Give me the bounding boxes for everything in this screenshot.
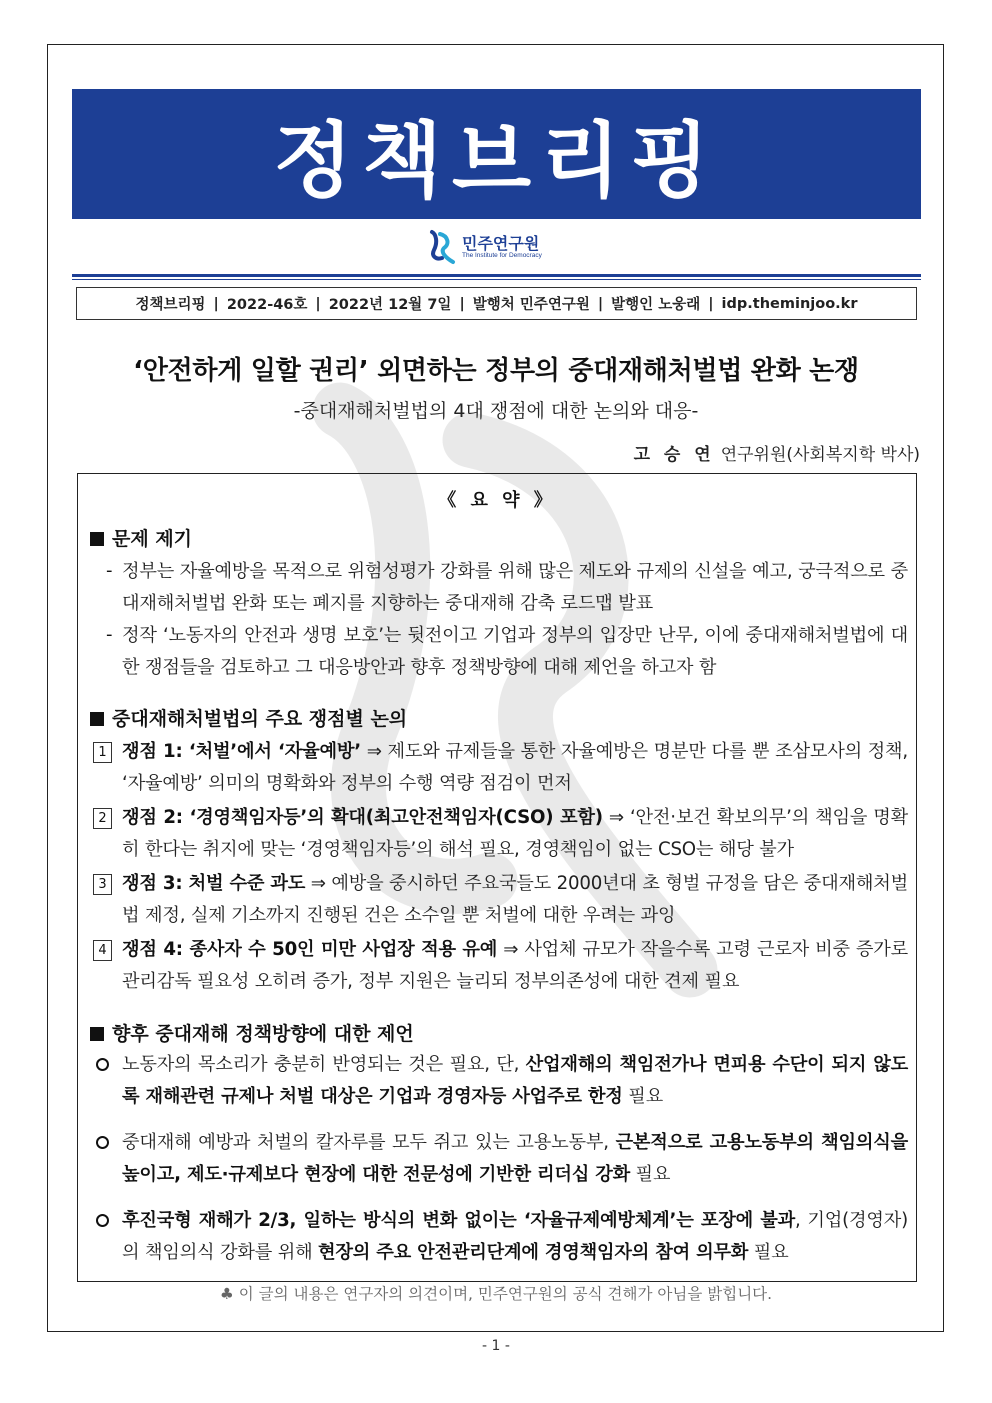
section-problem bbox=[90, 524, 192, 551]
banner-title: 정책브리핑 bbox=[273, 113, 720, 209]
institute-logo bbox=[426, 226, 542, 268]
number-box: 1 bbox=[93, 742, 112, 763]
issue-url[interactable]: idp.theminjoo.kr bbox=[721, 295, 858, 312]
logo-name: 민주연구원 bbox=[462, 233, 540, 253]
issue-date: 2022년 12월 7일 bbox=[328, 297, 452, 313]
circle-bullet-icon bbox=[96, 1214, 109, 1227]
recommendation-item: 중대재해 예방과 처벌의 칼자루를 모두 쥐고 있는 고용노동부, 근본적으로 고용노동부의 책임의식을 높이고, 제도·규제보다 현장에 대한 전문성에 기반한 리더십 강화 필요 bbox=[122, 1132, 909, 1185]
section-title: 중대재해처벌법의 주요 쟁점별 논의 bbox=[112, 708, 408, 730]
dash-bullet: - bbox=[106, 560, 113, 581]
issue-info-bar: 정책브리핑 | 2022-46호 | 2022년 12월 7일 | 발행처 민주연구원 | 발행인 노웅래 | idp.theminjoo.kr bbox=[76, 287, 917, 320]
section-recommendations bbox=[90, 1019, 414, 1046]
list-item: 정작 ‘노동자의 안전과 생명 보호’는 뒷전이고 기업과 정부의 입장만 난무, 이에 중대재해처벌법에 대한 쟁점들을 검토하고 그 대응방안과 향후 정책방향에 대해 제언을 하고자 함 bbox=[122, 625, 908, 678]
issue-publisher: 발행처 민주연구원 bbox=[472, 297, 590, 313]
logo-subtitle: The Institute for Democracy bbox=[462, 251, 542, 259]
recommendation-item: 후진국형 재해가 2/3, 일하는 방식의 변화 없이는 ‘자율규제예방체계’는 포장에 불과, 기업(경영자)의 책임의식 강화를 위해 현장의 주요 안전관리단계에 경영책임자의 참여 의무화 필요 bbox=[122, 1210, 908, 1263]
document-title: ‘안전하게 일할 권리’ 외면하는 정부의 중대재해처벌법 완화 논쟁 bbox=[133, 356, 859, 386]
section-title: 문제 제기 bbox=[112, 528, 193, 550]
recommendation-item: 노동자의 목소리가 충분히 반영되는 것은 필요, 단, 산업재해의 책임전가나 면피용 수단이 되지 않도록 재해관련 규제나 처벌 대상은 기업과 경영자등 사업주로 한정 필요 bbox=[122, 1054, 908, 1107]
author-name: 고 승 연 bbox=[633, 445, 715, 465]
logo-mark-icon bbox=[426, 228, 456, 266]
issue-issuer: 발행인 노웅래 bbox=[611, 297, 701, 313]
number-box: 3 bbox=[93, 874, 112, 895]
issue-number: 2022-46호 bbox=[226, 297, 308, 313]
issue-item: 쟁점 1: ‘처벌’에서 ‘자율예방’ ⇒ 제도와 규제들을 통한 자율예방은 명분만 다를 뿐 조삼모사의 정책, ‘자율예방’ 의미의 명확화와 정부의 수행 역량 점검이 먼저 bbox=[122, 741, 909, 794]
header-banner bbox=[72, 89, 921, 219]
issue-series: 정책브리핑 bbox=[135, 297, 206, 313]
summary-box bbox=[77, 473, 917, 1282]
header-rule bbox=[72, 274, 921, 277]
number-box: 2 bbox=[93, 808, 112, 829]
circle-bullet-icon bbox=[96, 1136, 109, 1149]
header-rule-thin bbox=[72, 279, 921, 280]
section-title: 향후 중대재해 정책방향에 대한 제언 bbox=[112, 1023, 414, 1045]
square-bullet-icon bbox=[90, 712, 104, 726]
page-number: - 1 - bbox=[482, 1338, 510, 1354]
disclaimer-note: ♣ 이 글의 내용은 연구자의 의견이며, 민주연구원의 공식 견해가 아님을 밝힙니다. bbox=[219, 1285, 773, 1303]
circle-bullet-icon bbox=[96, 1058, 109, 1071]
summary-heading: 《 요 약 》 bbox=[438, 490, 556, 511]
issue-item: 쟁점 3: 처벌 수준 과도 ⇒ 예방을 중시하던 주요국들도 2000년대 초 형벌 규정을 담은 중대재해처벌법 제정, 실제 기소까지 진행된 건은 소수일 뿐 처벌에 대한 우려는 과잉 bbox=[122, 873, 908, 926]
section-issues bbox=[90, 704, 407, 731]
author-role: 연구위원(사회복지학 박사) bbox=[720, 445, 920, 465]
number-box: 4 bbox=[93, 940, 112, 961]
list-item: 정부는 자율예방을 목적으로 위험성평가 강화를 위해 많은 제도와 규제의 신설을 예고, 궁극적으로 중대재해처벌법 완화 또는 폐지를 지향하는 중대재해 감축 로드맵 발표 bbox=[122, 561, 908, 614]
dash-bullet: - bbox=[106, 624, 113, 645]
document-subtitle: -중대재해처벌법의 4대 쟁점에 대한 논의와 대응- bbox=[293, 400, 699, 422]
square-bullet-icon bbox=[90, 532, 104, 546]
issue-item: 쟁점 4: 종사자 수 50인 미만 사업장 적용 유예 ⇒ 사업체 규모가 작을수록 고령 근로자 비중 증가로 관리감독 필요성 오히려 증가, 정부 지원은 늘리되 정부의존성에 대한 견제 필요 bbox=[122, 939, 909, 992]
square-bullet-icon bbox=[90, 1027, 104, 1041]
issue-item: 쟁점 2: ‘경영책임자등’의 확대(최고안전책임자(CSO) 포함) ⇒ ‘안전·보건 확보의무’의 책임을 명확히 한다는 취지에 맞는 ‘경영책임자등’의 해석 필요, 경영책임이 없는 CSO는 해당 불가 bbox=[122, 807, 908, 860]
